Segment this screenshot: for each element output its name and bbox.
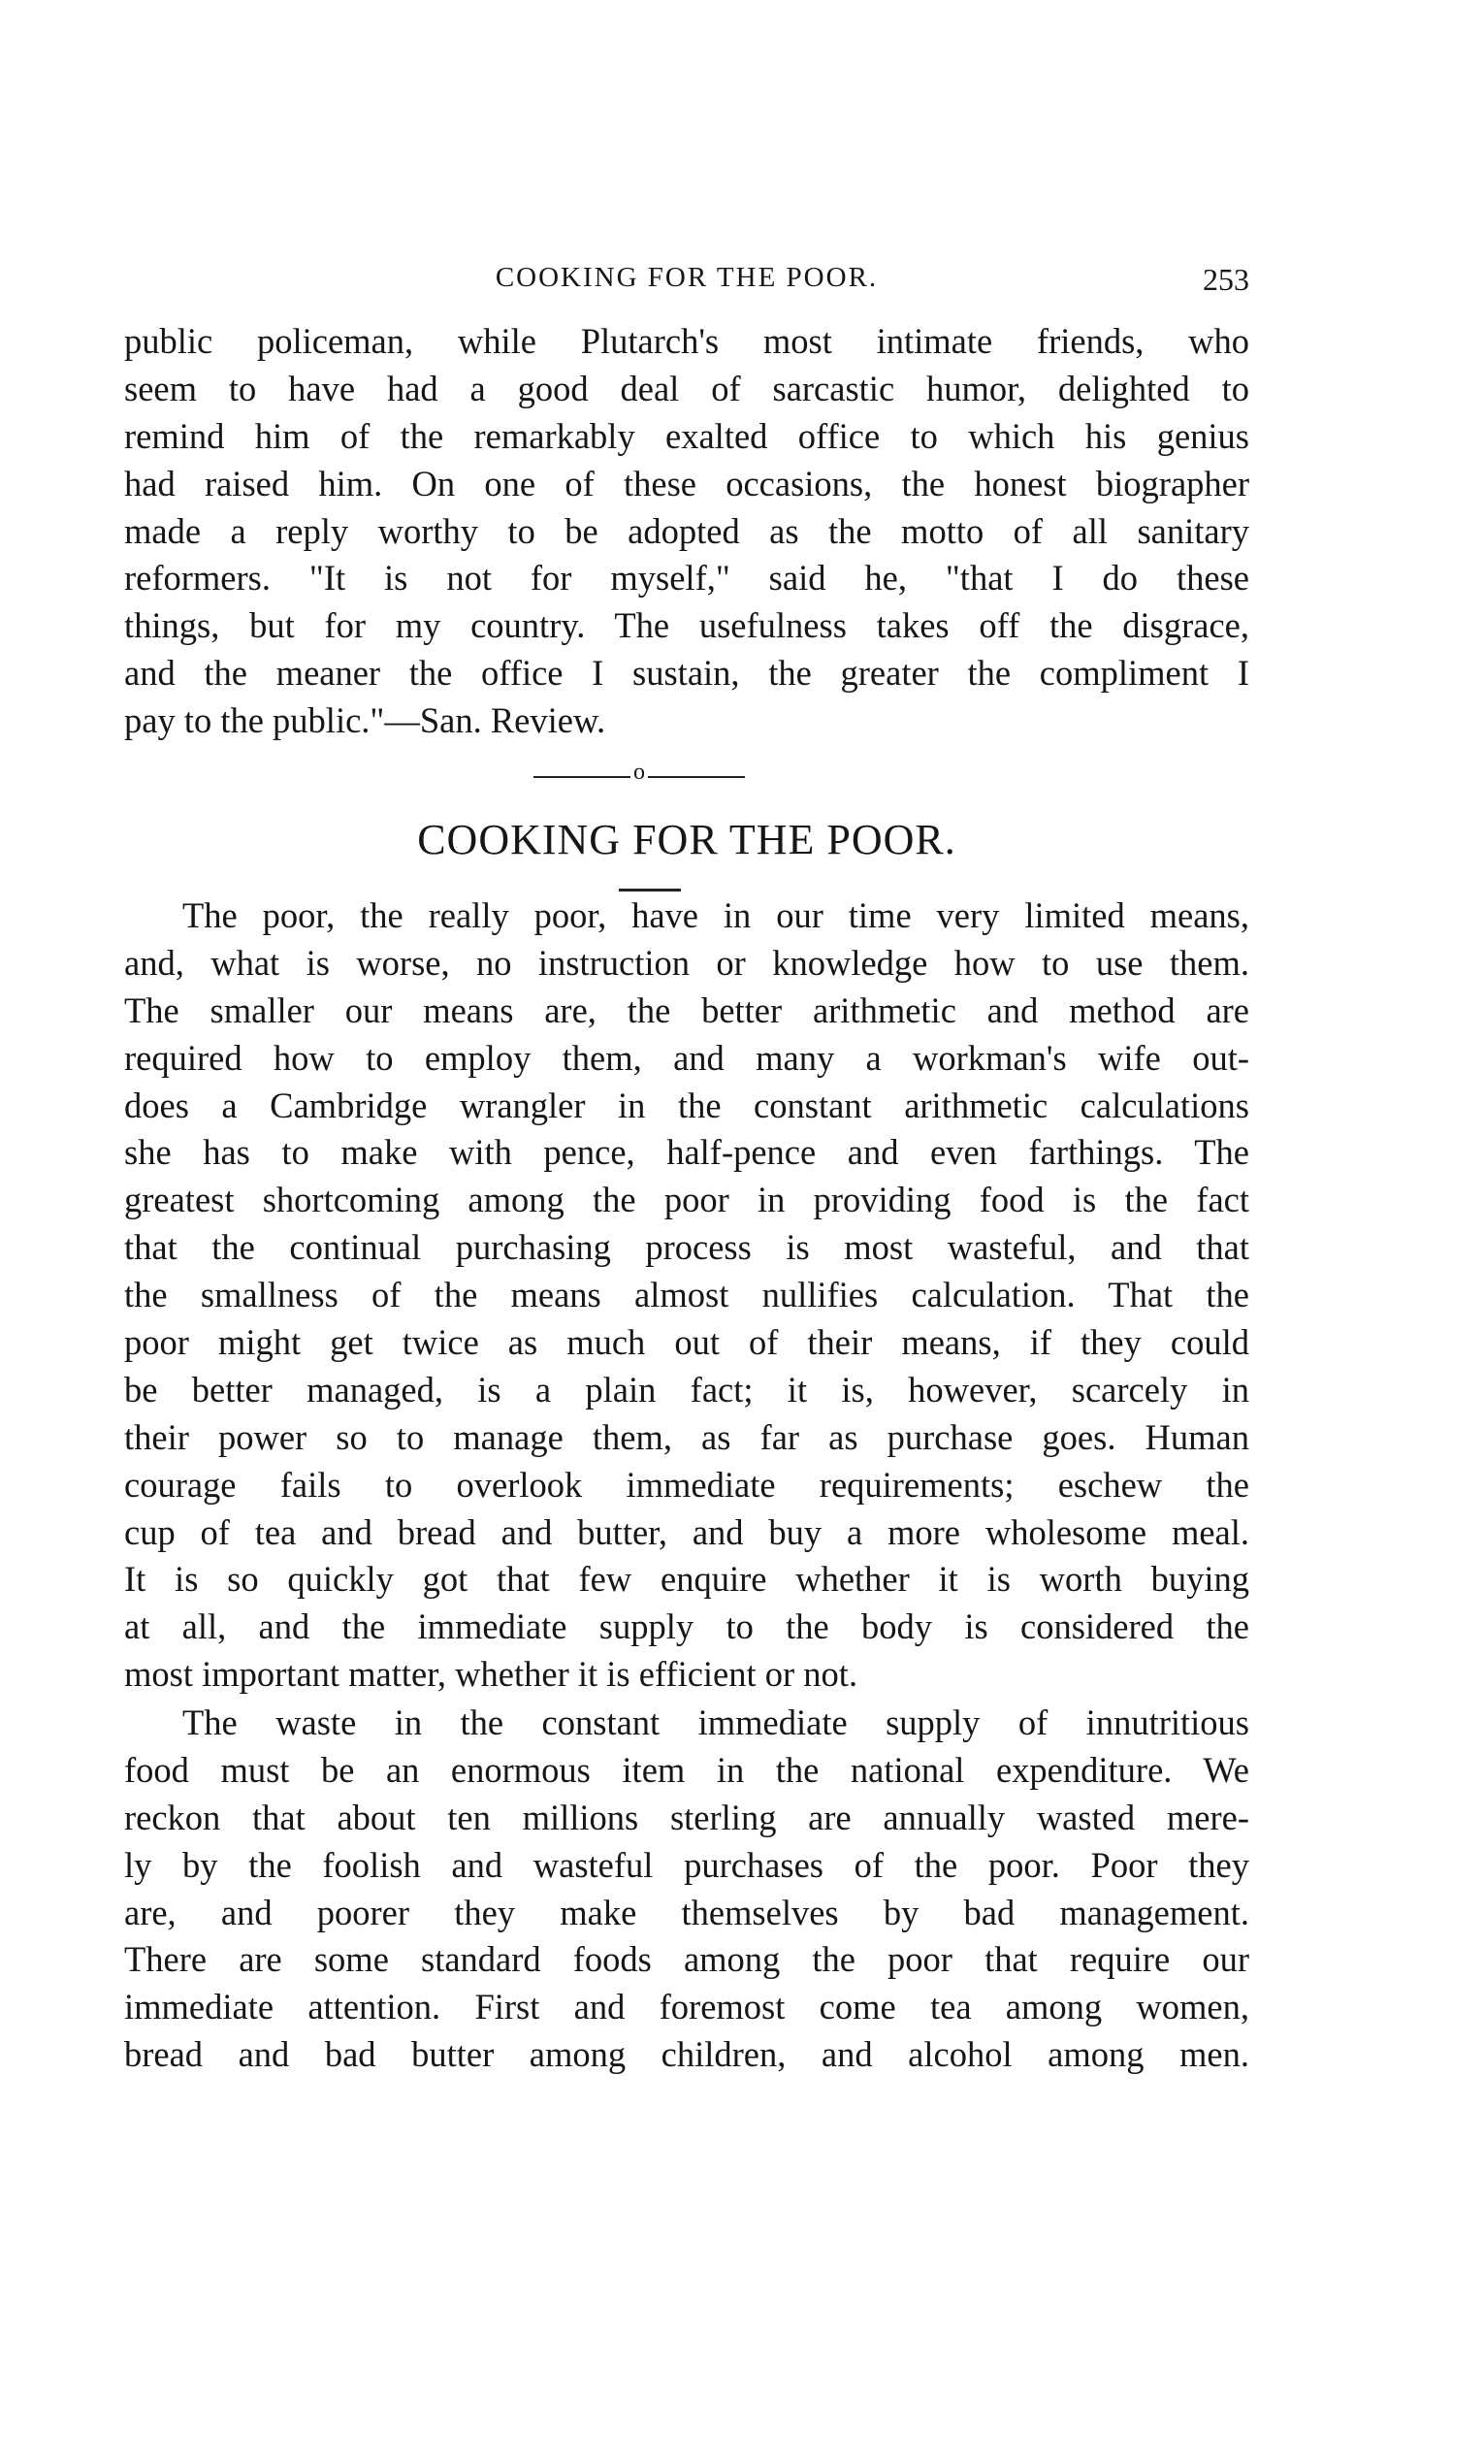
text-line: are, and poorer they make themselves by bad management. [124, 1892, 1249, 1932]
text-line: cup of tea and bread and butter, and buy a more wholesome meal. [124, 1511, 1249, 1552]
text-line: be better managed, is a plain fact; it is, however, scarcely in [124, 1369, 1249, 1410]
text-line: does a Cambridge wrangler in the constant arithmetic calculations [124, 1085, 1249, 1125]
text-line: public policeman, while Plutarch's most intimate friends, who [124, 321, 1249, 361]
paragraph-1 [124, 892, 1249, 1699]
text-line: courage fails to overlook immediate requirements; eschew the [124, 1464, 1249, 1505]
text-line: poor might get twice as much out of their means, if they could [124, 1322, 1249, 1363]
text-line: bread and bad butter among children, and alcohol among men. [124, 2034, 1249, 2075]
text-line: the smallness of the means almost nullifies calculation. That the [124, 1275, 1249, 1315]
paragraph-2 [124, 1700, 1249, 2079]
text-line: The poor, the really poor, have in our time very limited means, [182, 895, 1249, 935]
running-head [124, 262, 1249, 310]
text-line: reformers. "It is not for myself," said he, "that I do these [124, 558, 1249, 599]
separator-mark: o [633, 760, 645, 785]
text-line: There are some standard foods among the poor that require our [124, 1939, 1249, 1980]
text-line: had raised him. On one of these occasions, the honest biographer [124, 463, 1249, 503]
text-line: The smaller our means are, the better arithmetic and method are [124, 989, 1249, 1030]
text-line: It is so quickly got that few enquire whether it is worth buying [124, 1559, 1249, 1600]
text-line: things, but for my country. The usefulness takes off the disgrace, [124, 605, 1249, 646]
text-line: The waste in the constant immediate supply of innutritious [182, 1702, 1249, 1742]
text-line: greatest shortcoming among the poor in providing food is the fact [124, 1180, 1249, 1220]
running-title: COOKING FOR THE POOR. [495, 262, 879, 293]
separator-rule-left [533, 776, 630, 778]
text-line: remind him of the remarkably exalted office to which his genius [124, 415, 1249, 456]
text-line: she has to make with pence, half-pence and even farthings. The [124, 1132, 1249, 1173]
text-line-citation: pay to the public."—San. Review. [124, 700, 606, 741]
text-line: at all, and the immediate supply to the body is considered the [124, 1606, 1249, 1647]
section-title: COOKING FOR THE POOR. [417, 816, 956, 863]
text-line: that the continual purchasing process is most wasteful, and that [124, 1227, 1249, 1268]
text-line: made a reply worthy to be adopted as the motto of all sanitary [124, 510, 1249, 551]
text-line: and, what is worse, no instruction or knowledge how to use them. [124, 942, 1249, 983]
text-line: and the meaner the office I sustain, the greater the compliment I [124, 653, 1249, 694]
continued-paragraph [124, 318, 1249, 745]
text-line: immediate attention. First and foremost come tea among women, [124, 1987, 1249, 2027]
page-number: 253 [1203, 262, 1249, 297]
text-line: food must be an enormous item in the national expenditure. We [124, 1749, 1249, 1790]
text-line: ly by the foolish and wasteful purchases of the poor. Poor they [124, 1844, 1249, 1885]
text-line: their power so to manage them, as far as purchase goes. Human [124, 1416, 1249, 1457]
title-underline-rule [619, 889, 681, 892]
text-line: most important matter, whether it is efficient or not. [124, 1654, 858, 1695]
text-line: required how to employ them, and many a workman's wife out- [124, 1037, 1249, 1078]
separator-rule-right [648, 776, 745, 778]
text-line: seem to have had a good deal of sarcastic humor, delighted to [124, 368, 1249, 408]
text-line: reckon that about ten millions sterling are annually wasted mere- [124, 1797, 1249, 1837]
